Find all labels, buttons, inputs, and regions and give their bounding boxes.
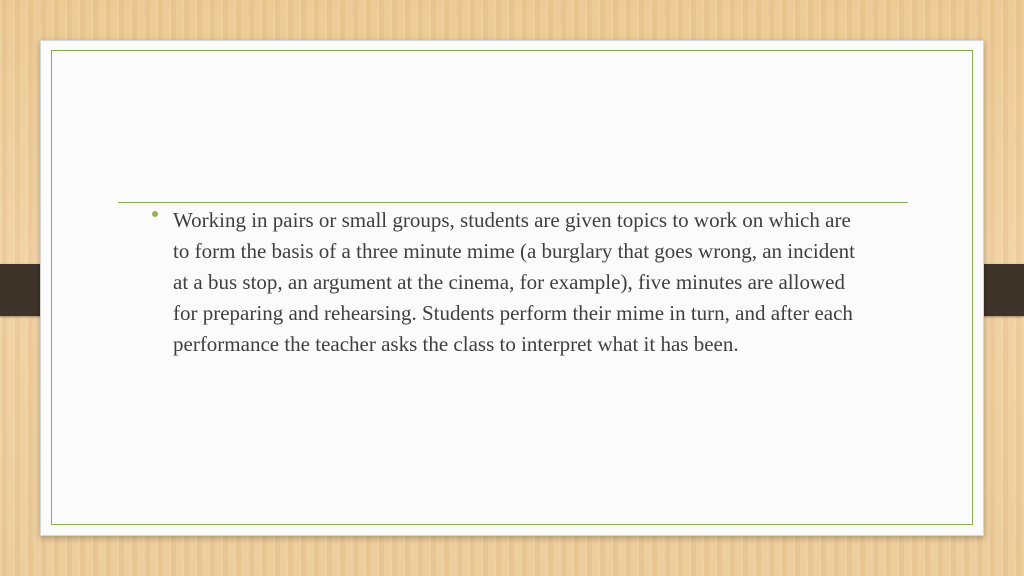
- slide-body: [173, 205, 863, 360]
- bullet-item: [173, 205, 863, 360]
- slide-card: [40, 40, 984, 536]
- bullet-text: Working in pairs or small groups, students are given topics to work on which are to form the basis of a three minute mime (a burglary that goes wrong, an incident at a bus stop, an argument at the cinema, for example), five minutes are allowed for preparing and rehearsing. Students perform their mime in turn, and after each performance the teacher asks the class to interpret what it has been.: [173, 208, 855, 356]
- bullet-dot-icon: [152, 211, 158, 217]
- title-divider-line: [118, 202, 908, 203]
